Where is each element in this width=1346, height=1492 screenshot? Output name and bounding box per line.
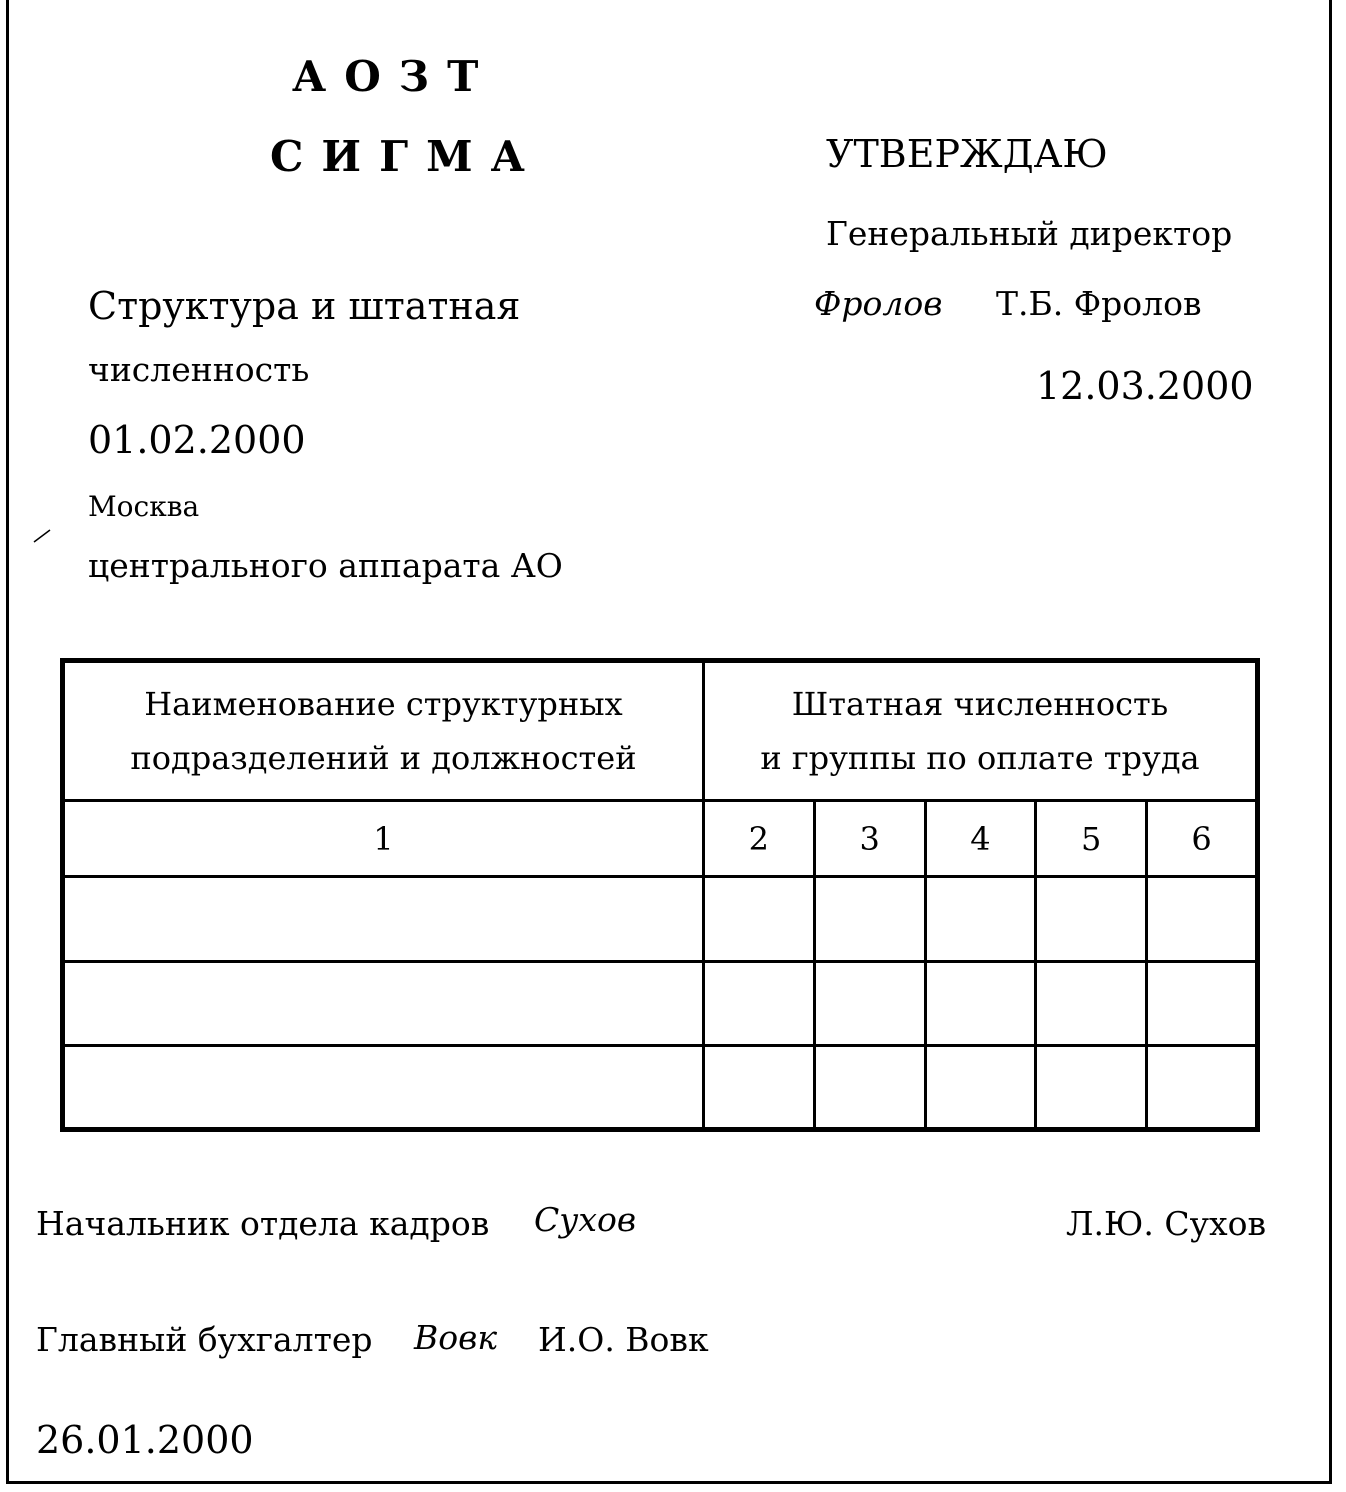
table-cell <box>814 877 925 961</box>
table-cell <box>703 877 814 961</box>
table-cell <box>814 1045 925 1129</box>
margin-mark <box>32 528 52 544</box>
table-header-row <box>63 661 1258 801</box>
hr-name: Л.Ю. Сухов <box>1066 1204 1267 1243</box>
column-number: 6 <box>1147 801 1258 877</box>
document-title-line2: численность <box>88 350 310 389</box>
org-name: СИГМА <box>270 132 543 181</box>
document-city: Москва <box>88 490 200 523</box>
table-row <box>63 1045 1258 1129</box>
staff-table <box>60 658 1260 1132</box>
approval-position: Генеральный директор <box>826 214 1233 253</box>
hr-position: Начальник отдела кадров <box>36 1204 490 1243</box>
column-number: 5 <box>1036 801 1147 877</box>
table-cell <box>1036 1045 1147 1129</box>
header-divisions-cell <box>63 661 704 801</box>
org-type: АОЗТ <box>292 52 497 101</box>
table-cell <box>63 1045 704 1129</box>
header-divisions-line2: подразделений и должностей <box>130 739 637 778</box>
column-number: 1 <box>63 801 704 877</box>
table-row <box>63 877 1258 961</box>
table-cell <box>703 1045 814 1129</box>
column-number: 4 <box>925 801 1036 877</box>
approval-signature: Фролов <box>814 284 943 323</box>
accountant-signature: Вовк <box>414 1318 498 1357</box>
document-date: 01.02.2000 <box>88 418 306 462</box>
table-cell <box>1147 877 1258 961</box>
table-cell <box>925 961 1036 1045</box>
table-number-row <box>63 801 1258 877</box>
table-cell <box>925 1045 1036 1129</box>
table-cell <box>1147 961 1258 1045</box>
table-cell <box>1036 961 1147 1045</box>
document-title-line1: Структура и штатная <box>88 284 521 328</box>
table-cell <box>1147 1045 1258 1129</box>
header-divisions-line1: Наименование структурных <box>144 685 623 724</box>
document-subject: центрального аппарата АО <box>88 546 563 585</box>
table-cell <box>63 877 704 961</box>
approval-heading: УТВЕРЖДАЮ <box>826 132 1108 176</box>
column-number: 3 <box>814 801 925 877</box>
column-number: 2 <box>703 801 814 877</box>
hr-signature: Сухов <box>534 1200 637 1239</box>
table-row <box>63 961 1258 1045</box>
approval-name: Т.Б. Фролов <box>996 284 1202 323</box>
accountant-position: Главный бухгалтер <box>36 1320 373 1359</box>
header-staff-line1: Штатная численность <box>791 685 1169 724</box>
approval-date: 12.03.2000 <box>1036 364 1254 408</box>
table-cell <box>925 877 1036 961</box>
table-cell <box>814 961 925 1045</box>
header-staff-line2: и группы по оплате труда <box>760 739 1200 778</box>
header-staff-cell <box>703 661 1257 801</box>
footer-date: 26.01.2000 <box>36 1418 254 1462</box>
table-cell <box>1036 877 1147 961</box>
table-cell <box>703 961 814 1045</box>
table-cell <box>63 961 704 1045</box>
accountant-name: И.О. Вовк <box>538 1320 709 1359</box>
